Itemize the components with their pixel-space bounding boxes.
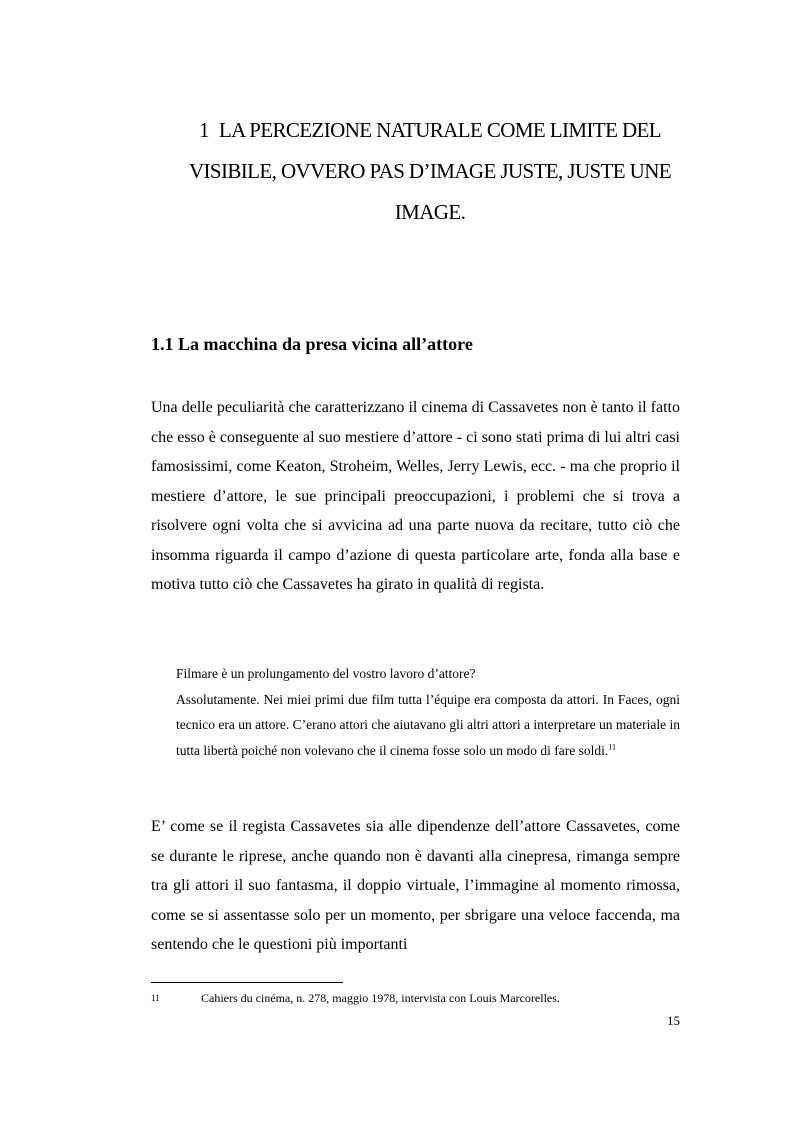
quote-question: Filmare è un prolungamento del vostro lavoro d’attore? <box>176 666 476 681</box>
chapter-title-line-2: VISIBILE, OVVERO PAS D’IMAGE JUSTE, JUSTE UNE <box>188 159 672 183</box>
quote-answer: Assolutamente. Nei miei primi due film tutta l’équipe era composta da attori. In Faces, ogni tecnico era un attore. C’erano attori che aiutavano gli altri attori a interpretare un materiale in tutta libertà poiché non volevano che il cinema fosse solo un modo di fare soldi.$^{11}$ <box>176 691 680 758</box>
footnote-reference[interactable]: 11 <box>608 742 616 751</box>
chapter-title-line-1: 1 LA PERCEZIONE NATURALE COME LIMITE DEL <box>199 118 661 142</box>
body-paragraph-1: Una delle peculiarità che caratterizzano il cinema di Cassavetes non è tanto il fatto che esso è conseguente al suo mestiere d’attore - ci sono stati prima di lui altri casi famosissimi, come Keaton, Stroheim, Welles, Jerry Lewis, ecc. - ma che proprio il mestiere d’attore, le sue principali preoccupazioni, i problemi che si trova a risolvere ogni volta che si avvicina ad una parte nuova da recitare, tutto ciò che insomma riguarda il campo d’azione di questa particolare arte, fonda alla base e motiva tutto ciò che Cassavetes ha girato in qualità di regista. <box>151 399 680 593</box>
block-quote <box>176 661 680 763</box>
body-paragraph-2: E’ come se il regista Cassavetes sia alle dipendenze dell’attore Cassavetes, come se durante le riprese, anche quando non è davanti alla cinepresa, rimanga sempre tra gli attori il suo fantasma, il doppio virtuale, l’immagine al momento rimossa, come se si assentasse solo per un momento, per sbrigare una veloce faccenda, ma sentendo che le questioni più importanti <box>151 818 680 953</box>
chapter-title <box>150 110 710 233</box>
footnote-divider <box>151 982 343 983</box>
chapter-title-line-3: IMAGE. <box>394 200 466 224</box>
footnote <box>151 990 560 1006</box>
page-number: 15 <box>667 1013 680 1028</box>
section-heading: 1.1 La macchina da presa vicina all’attore <box>151 334 473 354</box>
footnote-number: 11 <box>151 993 160 1003</box>
chapter-number: 1 <box>199 118 209 142</box>
footnote-text: Cahiers du cinéma, n. 278, maggio 1978, intervista con Louis Marcorelles. <box>201 991 560 1005</box>
